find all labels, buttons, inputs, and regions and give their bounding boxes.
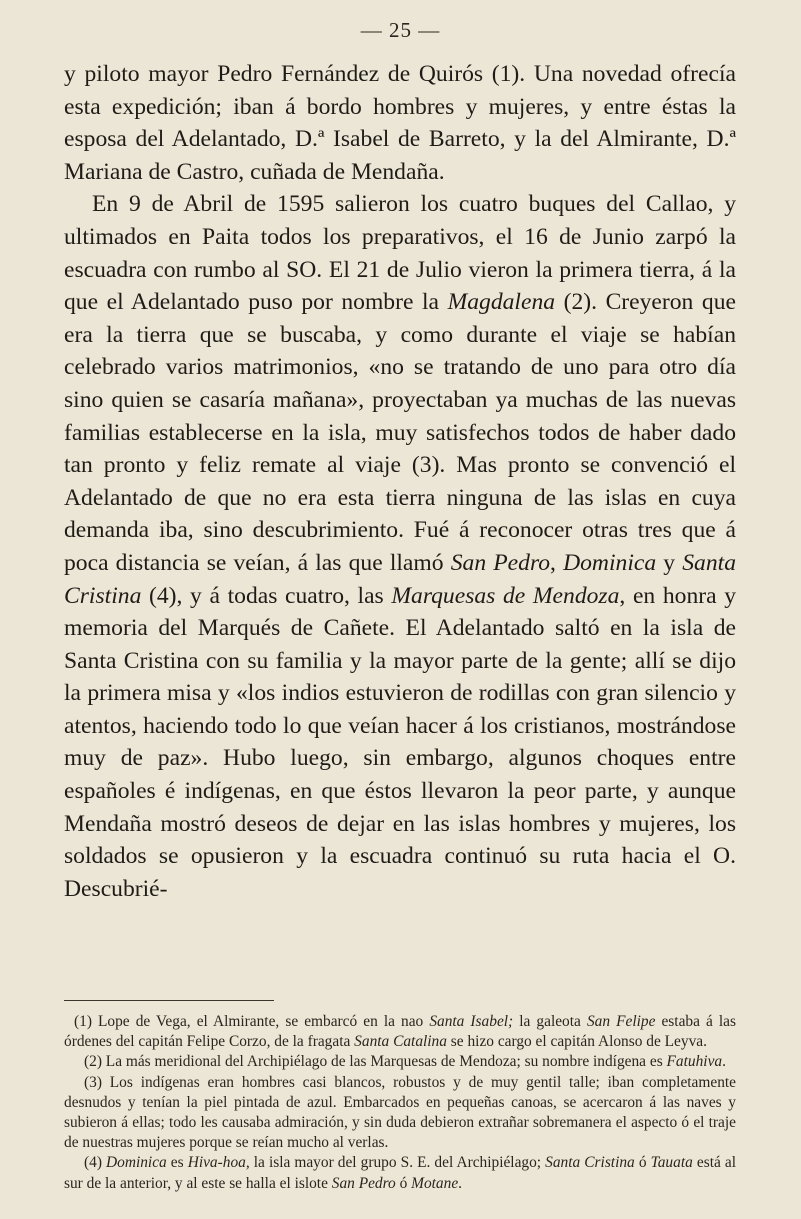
place-name: San Pedro xyxy=(331,1174,396,1192)
paragraph-2-text: (4), y á todas cuatro, las xyxy=(141,582,392,609)
place-name-dominica: Dominica xyxy=(563,549,657,576)
footnote-text: (3) Los indígenas eran hombres casi blancos, robustos y de muy gentil talle; iban completamente desnudos y tenían la piel pintada de azul. Embarcados en pequeñas canoas, se acercaron á las naves y subieron á ellas; todo les causaba admiración, y sin duda debieron extrañar sobremanera el aspecto ó el traje de nuestras mujeres porque se reían mucho al verlas. xyxy=(64,1073,736,1152)
footnote-2 xyxy=(64,1052,736,1072)
place-name: Santa Cristina xyxy=(545,1154,635,1172)
paragraph-1 xyxy=(64,58,736,188)
footnote-text: ó xyxy=(395,1174,412,1192)
place-name: Tauata xyxy=(650,1154,693,1172)
ship-name: Santa Isabel; xyxy=(429,1013,514,1030)
footnote-text: la galeota xyxy=(513,1013,587,1030)
footnote-text: se hizo cargo el capitán Alonso de Leyva. xyxy=(446,1033,707,1051)
ship-name: San Felipe xyxy=(586,1013,656,1030)
paragraph-2-text: y xyxy=(656,549,683,576)
footnote-text: la isla mayor del grupo S. E. del Archipiélago; xyxy=(249,1154,546,1172)
ship-name: Santa Catalina xyxy=(354,1033,447,1051)
place-name-san-pedro: San Pedro xyxy=(450,549,551,576)
footnote-3 xyxy=(64,1073,736,1154)
paragraph-2-text: En 9 de Abril de 1595 salieron los cuatro buques del Callao, y ultimados en Paita todos los preparativos, el 16 de Junio zarpó la escuadra con rumbo al SO. El 21 de Julio vieron la primera tierra, á la que el Adelantado puso por nombre la xyxy=(64,191,736,316)
page-number: — 25 — xyxy=(360,18,441,42)
footnote-text: . xyxy=(458,1174,463,1192)
footnote-text: estaba á las órdenes del capitán Felipe Corzo, de la fragata xyxy=(64,1013,736,1051)
place-name: Fatuhiva xyxy=(666,1053,723,1071)
paragraph-2-text: , xyxy=(550,549,564,576)
footnote-text: es xyxy=(166,1154,188,1172)
paragraph-2-text: (2). Creyeron que era la tierra que se buscaba, y como durante el viaje se habían celebrado varios matrimonios, «no se tratando de uno para otro día sino quien se casaría mañana», proyectaban ya muchas de las nuevas familias establecerse en la isla, muy satisfechos todos de haber dado tan pronto y feliz remate al viaje (3). Mas pronto se convenció el Adelantado de que no era esta tierra ninguna de las islas en cuya demanda iba, sino descubrimiento. Fué á reconocer otras tres que á poca distancia se veían, á las que llamó xyxy=(64,289,736,576)
place-name: Dominica xyxy=(106,1154,167,1172)
footnote-text: está al sur de la anterior, y al este se halla el islote xyxy=(64,1154,736,1192)
footnote-4 xyxy=(64,1153,736,1193)
place-name: Hiva-hoa, xyxy=(187,1154,250,1172)
place-name: Motane xyxy=(411,1174,459,1192)
main-text xyxy=(64,58,736,905)
place-name-santa-cristina: Santa Cristina xyxy=(64,549,736,609)
footnote-text: (4) xyxy=(84,1154,107,1172)
footnotes xyxy=(64,1012,736,1194)
footnote-text: . xyxy=(722,1053,726,1071)
footnote-1 xyxy=(64,1012,736,1052)
paragraph-2 xyxy=(64,188,736,905)
place-name-magdalena: Magdalena xyxy=(447,289,556,316)
footnote-text: ó xyxy=(634,1154,651,1172)
paragraph-2-text: , en honra y memoria del Marqués de Cañete. El Adelantado saltó en la isla de Santa Cristina con su familia y la mayor parte de la gente; allí se dijo la primera misa y «los indios estuvieron de rodillas con gran silencio y atentos, haciendo todo lo que veían hacer á los cristianos, mostrándose muy de paz». Hubo luego, sin embargo, algunos choques entre españoles é indígenas, en que éstos llevaron la peor parte, y aunque Mendaña mostró deseos de dejar en las islas hombres y mujeres, los soldados se opusieron y la escuadra continuó su ruta hacia el O. Descubrié- xyxy=(64,582,737,902)
place-name-marquesas: Marquesas de Mendoza xyxy=(391,582,620,609)
footnote-text: (2) La más meridional del Archipiélago de las Marquesas de Mendoza; su nombre indígena es xyxy=(84,1053,667,1071)
footnote-text: (1) Lope de Vega, el Almirante, se embarcó en la nao xyxy=(74,1013,430,1030)
footnote-divider xyxy=(64,1000,274,1001)
paragraph-1-text: y piloto mayor Pedro Fernández de Quirós (1). Una novedad ofrecía esta expedición; iban á bordo hombres y mujeres, y entre éstas la esposa del Adelantado, D.ª Isabel de Barreto, y la del Almirante, D.ª Mariana de Castro, cuñada de Mendaña. xyxy=(64,61,736,185)
